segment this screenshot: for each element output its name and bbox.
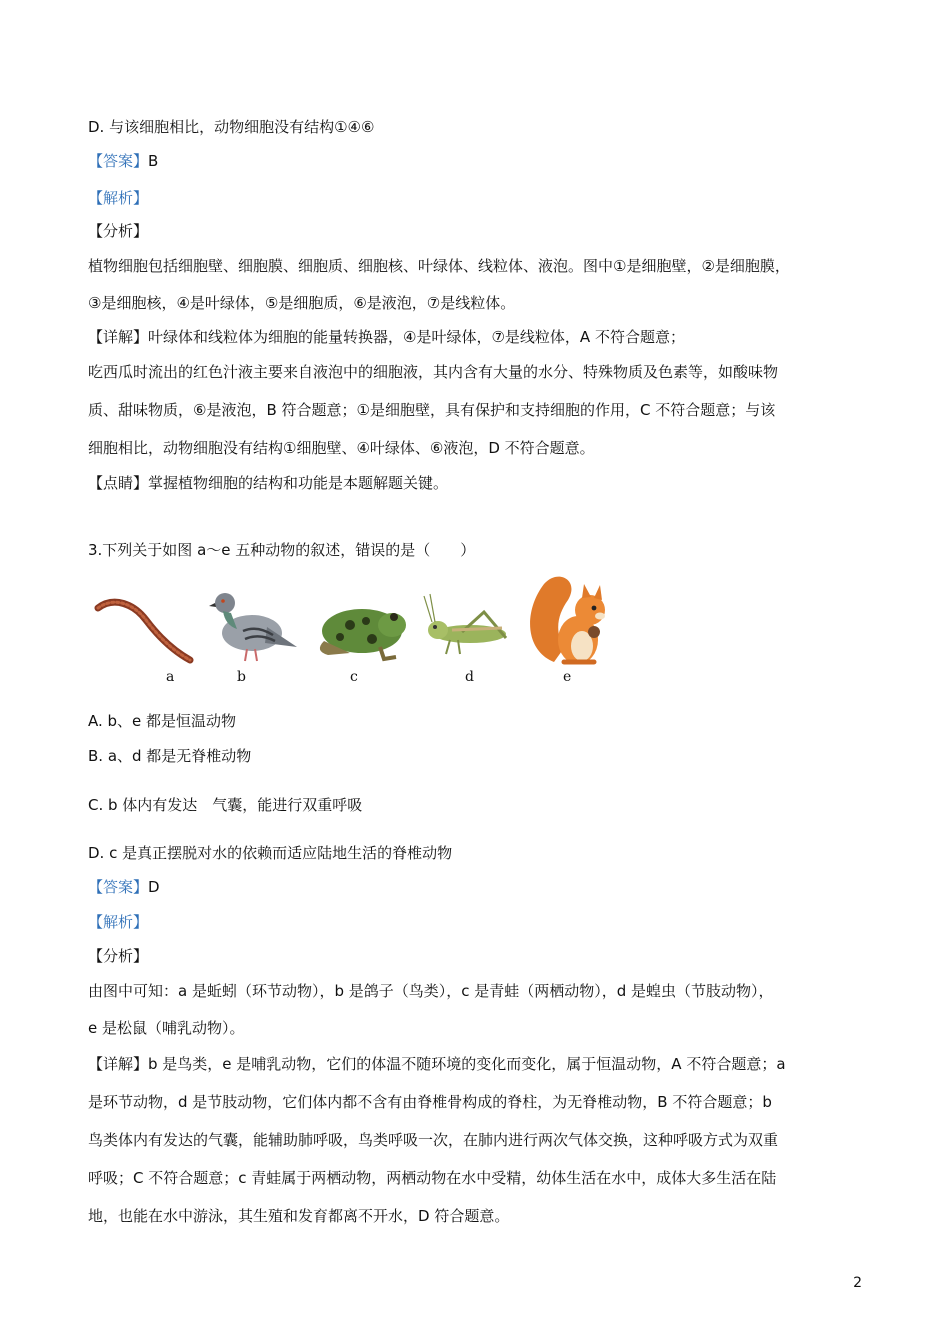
prev-xiangjie-line-4: 细胞相比，动物细胞没有结构①细胞壁、④叶绿体、⑥液泡，D 不符合题意。 xyxy=(88,439,595,457)
q3-option-c: C. b 体内有发达 气囊，能进行双重呼吸 xyxy=(88,796,363,814)
prev-fenxi-line-1: 植物细胞包括细胞壁、细胞膜、细胞质、细胞核、叶绿体、线粒体、液泡。图中①是细胞壁，②是细胞膜， xyxy=(88,257,790,275)
pigeon-illustration xyxy=(207,585,299,665)
page-number: 2 xyxy=(853,1275,862,1291)
prev-option-d: D. 与该细胞相比，动物细胞没有结构①④⑥ xyxy=(88,118,375,136)
prev-dianjing-line xyxy=(88,473,448,493)
figure-label-b: b xyxy=(237,669,246,685)
grasshopper-illustration xyxy=(422,592,514,662)
figure-label-e: e xyxy=(563,669,572,685)
q3-fenxi-line-2: e 是松鼠（哺乳动物）。 xyxy=(88,1019,245,1037)
prev-jiexi-tag: 【解析】 xyxy=(88,189,149,207)
prev-answer: B xyxy=(148,152,159,170)
q3-answer-line xyxy=(88,877,160,897)
q3-option-d: D. c 是真正摆脱对水的依赖而适应陆地生活的脊椎动物 xyxy=(88,844,453,862)
q3-option-b: B. a、d 都是无脊椎动物 xyxy=(88,747,252,765)
squirrel-illustration xyxy=(524,570,614,668)
prev-dianjing-text: 掌握植物细胞的结构和功能是本题解题关键。 xyxy=(148,474,449,492)
q3-option-a: A. b、e 都是恒温动物 xyxy=(88,712,237,730)
figure-label-a: a xyxy=(166,669,175,685)
q3-fenxi-tag: 【分析】 xyxy=(88,947,149,965)
q3-answer-tag: 【答案】 xyxy=(88,878,149,896)
prev-xiangjie-line-1 xyxy=(88,327,685,347)
q3-fenxi-line-1: 由图中可知：a 是蚯蚓（环节动物），b 是鸽子（鸟类），c 是青蛙（两栖动物），d 是蝗虫（节肢动物）， xyxy=(88,982,774,1000)
prev-xiangjie-line-3: 质、甜味物质，⑥是液泡，B 符合题意；①是细胞壁，具有保护和支持细胞的作用，C 不符合题意；与该 xyxy=(88,401,776,419)
earthworm-illustration xyxy=(94,590,194,670)
q3-xiangjie-line-3: 鸟类体内有发达的气囊，能辅助肺呼吸，鸟类呼吸一次，在肺内进行两次气体交换，这种呼吸方式为双重 xyxy=(88,1131,779,1149)
q3-xiangjie-line-2: 是环节动物，d 是节肢动物，它们体内都不含有由脊椎骨构成的脊柱，为无脊椎动物，B 不符合题意；b xyxy=(88,1093,772,1111)
q3-jiexi-tag: 【解析】 xyxy=(88,913,149,931)
figure-label-d: d xyxy=(465,669,474,685)
q3-xiangjie-line-1 xyxy=(88,1054,786,1074)
frog-illustration xyxy=(310,595,410,663)
prev-xiangjie-tag: 【详解】 xyxy=(88,328,149,346)
q3-xiangjie-line-5: 地，也能在水中游泳，其生殖和发育都离不开水，D 符合题意。 xyxy=(88,1207,510,1225)
figure-label-c: c xyxy=(350,669,358,685)
q3-xiangjie-text-1: b 是鸟类，e 是哺乳动物，它们的体温不随环境的变化而变化，属于恒温动物，A 不符合题意；a xyxy=(148,1055,786,1073)
q3-answer: D xyxy=(148,878,160,896)
prev-xiangjie-text-1: 叶绿体和线粒体为细胞的能量转换器，④是叶绿体，⑦是线粒体，A 不符合题意； xyxy=(148,328,685,346)
q3-xiangjie-tag: 【详解】 xyxy=(88,1055,149,1073)
prev-fenxi-line-2: ③是细胞核，④是叶绿体，⑤是细胞质，⑥是液泡，⑦是线粒体。 xyxy=(88,294,516,312)
prev-answer-tag: 【答案】 xyxy=(88,152,149,170)
q3-stem: 3.下列关于如图 a～e 五种动物的叙述，错误的是（ ） xyxy=(88,541,476,559)
prev-dianjing-tag: 【点睛】 xyxy=(88,474,149,492)
prev-xiangjie-line-2: 吃西瓜时流出的红色汁液主要来自液泡中的细胞液，其内含有大量的水分、特殊物质及色素等，如酸味物 xyxy=(88,363,779,381)
q3-xiangjie-line-4: 呼吸；C 不符合题意；c 青蛙属于两栖动物，两栖动物在水中受精，幼体生活在水中，成体大多生活在陆 xyxy=(88,1169,777,1187)
prev-fenxi-tag: 【分析】 xyxy=(88,222,149,240)
prev-answer-line xyxy=(88,151,158,171)
